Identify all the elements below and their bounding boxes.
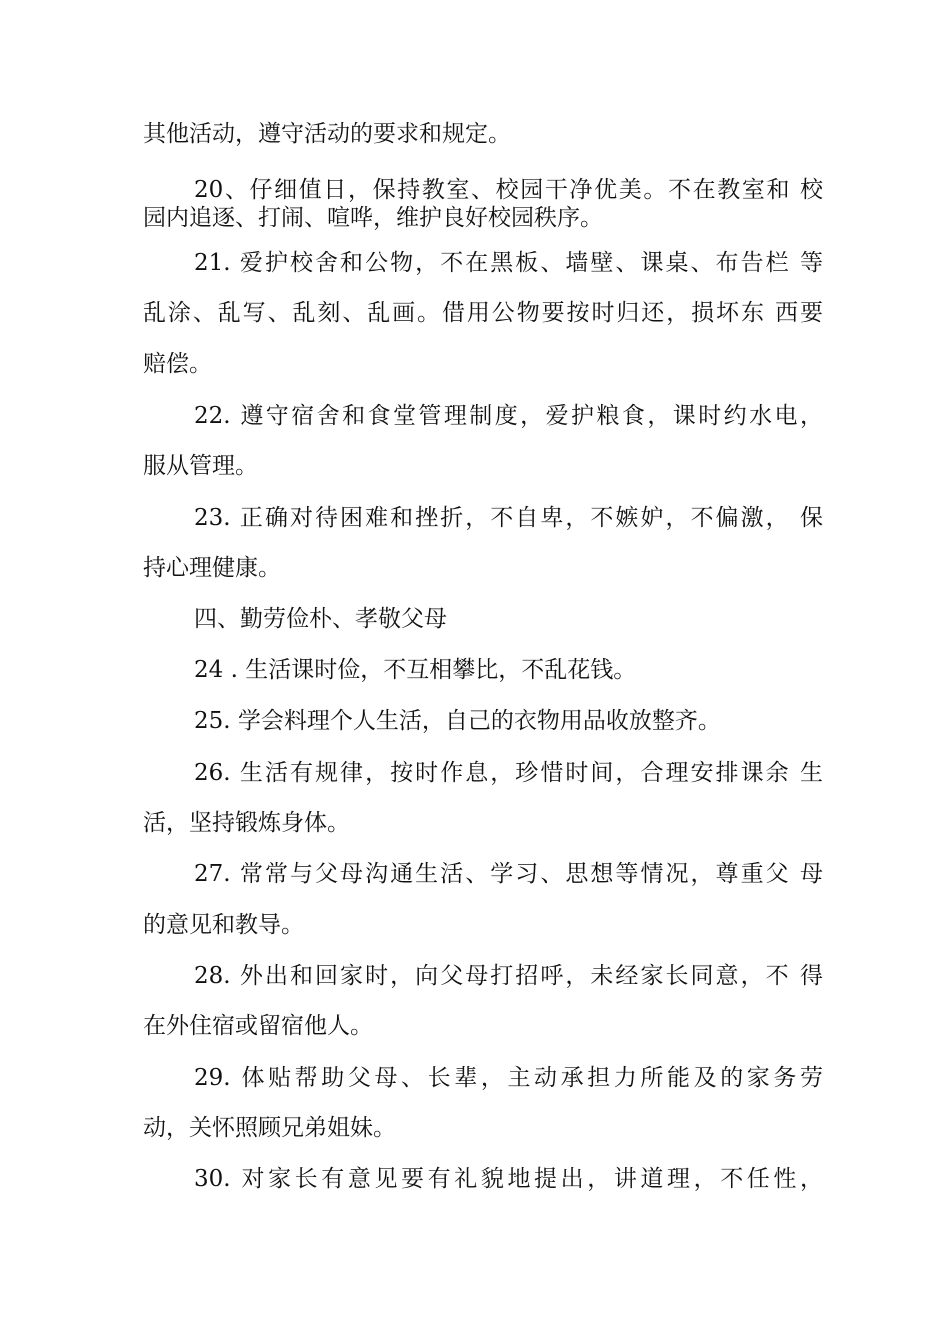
item-21-line-3: 赔偿。 [143,351,212,377]
item-24-line-1: 24 . 生活课时俭，不互相攀比，不乱花钱。 [194,657,637,683]
item-23-line-1: 23. 正确对待困难和挫折，不自卑，不嫉妒，不偏激， 保 [194,505,823,531]
item-22-line-1: 22. 遵守宿舍和食堂管理制度，爱护粮食，课时约水电， [194,403,823,429]
item-21-line-1: 21. 爱护校舍和公物，不在黑板、墙壁、课桌、布告栏 等 [194,250,823,276]
text-line: 其他活动，遵守活动的要求和规定。 [143,121,511,147]
item-27-line-2: 的意见和教导。 [143,912,304,938]
item-26-line-2: 活，坚持锻炼身体。 [143,810,350,836]
item-26-line-1: 26. 生活有规律，按时作息，珍惜时间，合理安排课余 生 [194,760,823,786]
item-25-line-1: 25. 学会料理个人生活，自己的衣物用品收放整齐。 [194,708,721,734]
item-28-line-2: 在外住宿或留宿他人。 [143,1013,373,1039]
item-29-line-1: 29. 体贴帮助父母、长辈，主动承担力所能及的家务劳 [194,1065,823,1091]
item-21-line-2: 乱涂、乱写、乱刻、乱画。借用公物要按时归还，损坏东 西要 [143,300,823,326]
item-29-line-2: 动，关怀照顾兄弟姐妹。 [143,1115,396,1141]
item-20-line-2: 园内追逐、打闹、喧哗，维护良好校园秩序。 [143,205,603,231]
item-23-line-2: 持心理健康。 [143,555,281,581]
item-30-line-1: 30. 对家长有意见要有礼貌地提出，讲道理，不任性， [194,1166,823,1192]
item-28-line-1: 28. 外出和回家时，向父母打招呼，未经家长同意，不 得 [194,963,823,989]
item-22-line-2: 服从管理。 [143,453,258,479]
item-20-line-1: 20、仔细值日，保持教室、校园干净优美。不在教室和 校 [194,177,823,203]
item-27-line-1: 27. 常常与父母沟通生活、学习、思想等情况，尊重父 母 [194,861,823,887]
section-heading: 四、勤劳俭朴、孝敬父母 [194,606,447,632]
